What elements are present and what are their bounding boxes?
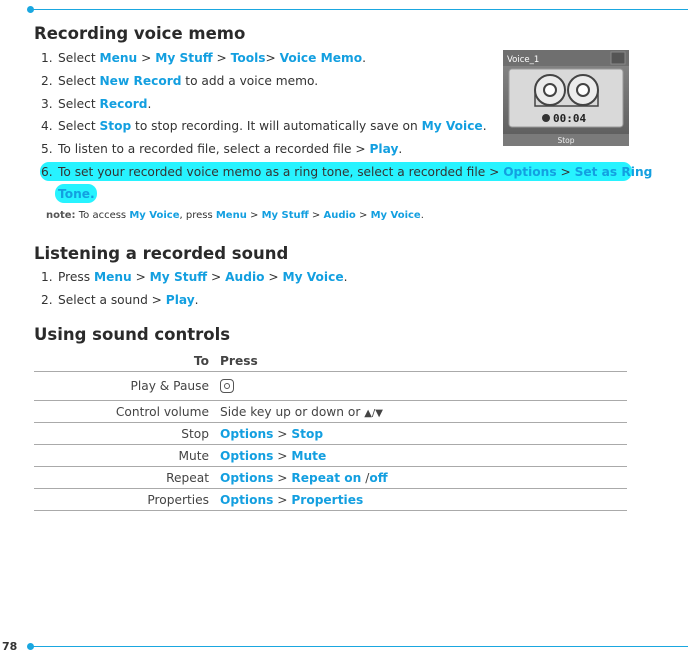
highlighted-term: Mute — [291, 448, 327, 463]
text-run: Select a sound > — [58, 293, 166, 307]
highlighted-term: Audio — [323, 210, 356, 221]
highlighted-term: Options — [220, 448, 274, 463]
highlighted-term: Repeat on — [291, 470, 362, 485]
highlighted-term: Play — [165, 293, 195, 307]
phone-title: Voice_1 — [507, 55, 540, 65]
cell-press — [220, 401, 627, 423]
table-row — [34, 423, 627, 445]
cell-to: Control volume — [34, 401, 220, 423]
cell-to: Stop — [34, 423, 220, 445]
text-run: To listen to a recorded file, select a recorded file > — [58, 142, 370, 157]
table-header-row — [34, 350, 627, 372]
step-number: 1. — [41, 270, 53, 284]
cell-press — [220, 372, 627, 401]
step-number: 3. — [41, 96, 53, 111]
ok-key-icon — [220, 379, 234, 393]
volume-up-down-icon: ▲/▼ — [364, 407, 383, 419]
text-run: . — [343, 270, 348, 284]
text-run: Select — [58, 119, 100, 134]
text-run: > — [273, 448, 292, 463]
top-rule — [30, 9, 688, 10]
text-run: > — [273, 470, 292, 485]
text-run: > — [212, 51, 231, 65]
bottom-rule — [30, 646, 688, 647]
highlighted-term: Menu — [215, 210, 247, 221]
text-run: > — [265, 51, 280, 65]
table-row — [34, 467, 627, 489]
step-1 — [41, 51, 366, 65]
text-run: Press — [58, 270, 94, 284]
cell-press — [220, 445, 627, 467]
cell-to: Properties — [34, 489, 220, 511]
text-run: Side key up or down or — [220, 404, 365, 419]
text-run: . — [194, 293, 199, 307]
text-run: > — [556, 165, 575, 179]
text-run: Select — [58, 51, 100, 65]
highlighted-term: Tools — [230, 51, 266, 65]
text-run: Select — [58, 96, 100, 111]
text-run: > — [355, 210, 371, 221]
text-run: Select — [58, 73, 100, 88]
step-4 — [41, 119, 487, 133]
sound-controls-table — [34, 350, 627, 511]
text-run: . — [420, 210, 424, 221]
highlighted-term: Set as Ring — [574, 165, 653, 179]
section-heading-controls: Using sound controls — [34, 325, 231, 344]
highlighted-term: My Stuff — [149, 270, 208, 284]
text-run: , press — [179, 210, 216, 221]
text-run: > — [308, 210, 324, 221]
highlighted-term: Stop — [291, 426, 324, 441]
step-number: 6. — [41, 165, 53, 179]
highlighted-term: Audio — [225, 270, 265, 284]
page-number: 78 — [2, 640, 18, 653]
highlighted-term: Record — [99, 96, 148, 111]
text-run: . — [362, 51, 366, 65]
text-run: > — [137, 51, 156, 65]
header-press: Press — [220, 350, 627, 372]
text-run: / — [361, 470, 370, 485]
text-run: > — [246, 210, 262, 221]
highlighted-term: My Voice — [129, 210, 180, 221]
text-run: . — [147, 96, 152, 111]
section-heading-recording: Recording voice memo — [34, 24, 246, 43]
highlighted-term: Options — [220, 426, 274, 441]
note — [46, 210, 424, 221]
highlighted-term: New Record — [99, 73, 182, 88]
highlighted-term: Play — [369, 142, 399, 157]
highlighted-term: Tone. — [58, 187, 95, 201]
highlighted-term: Menu — [93, 270, 132, 284]
text-run: . — [398, 142, 403, 157]
text-run: > — [264, 270, 283, 284]
cell-press — [220, 467, 627, 489]
text-run: To set your recorded voice memo as a ring tone, select a recorded file > — [58, 165, 504, 179]
highlighted-term: Options — [220, 492, 274, 507]
text-run: > — [131, 270, 150, 284]
highlighted-term: off — [369, 470, 388, 485]
table-row — [34, 489, 627, 511]
highlighted-term: Voice Memo — [279, 51, 363, 65]
section-heading-listening: Listening a recorded sound — [34, 244, 289, 263]
bottom-rule-dot — [27, 643, 34, 650]
phone-screen-image — [503, 50, 629, 146]
step-6-continued — [58, 187, 95, 201]
highlighted-term: Menu — [99, 51, 138, 65]
cell-to: Play & Pause — [34, 372, 220, 401]
top-rule-dot — [27, 6, 34, 13]
highlighted-term: My Stuff — [155, 51, 213, 65]
cell-press — [220, 423, 627, 445]
step-number: 2. — [41, 293, 53, 307]
text-run: > — [207, 270, 226, 284]
step-number: 5. — [41, 142, 53, 157]
highlighted-term: Options — [503, 165, 557, 179]
highlighted-term: My Voice — [282, 270, 344, 284]
highlighted-term: My Stuff — [261, 210, 309, 221]
step-5 — [41, 142, 402, 156]
text-run: to stop recording. It will automatically save on — [131, 119, 422, 134]
text-run: To access — [75, 210, 130, 221]
cell-to: Repeat — [34, 467, 220, 489]
step-number: 4. — [41, 119, 53, 134]
step-3 — [41, 97, 151, 111]
cell-press — [220, 489, 627, 511]
text-run: . — [482, 119, 487, 134]
highlighted-term: My Voice — [370, 210, 421, 221]
step-2 — [41, 74, 318, 88]
text-run: to add a voice memo. — [181, 73, 319, 88]
phone-softkey: Stop — [557, 136, 575, 145]
table-row — [34, 445, 627, 467]
highlighted-term: My Voice — [421, 119, 483, 134]
step-1 — [41, 270, 347, 284]
table-row — [34, 372, 627, 401]
step-number: 1. — [41, 51, 53, 65]
highlighted-term: Properties — [291, 492, 364, 507]
phone-timer: 00:04 — [553, 112, 587, 125]
note-label: note: — [46, 210, 76, 221]
step-6 — [41, 165, 652, 179]
highlighted-term: Options — [220, 470, 274, 485]
step-number: 2. — [41, 73, 53, 88]
table-row — [34, 401, 627, 423]
cell-to: Mute — [34, 445, 220, 467]
text-run: > — [273, 492, 292, 507]
header-to: To — [34, 350, 220, 372]
text-run: > — [273, 426, 292, 441]
step-2 — [41, 293, 199, 307]
highlighted-term: Stop — [99, 119, 132, 134]
